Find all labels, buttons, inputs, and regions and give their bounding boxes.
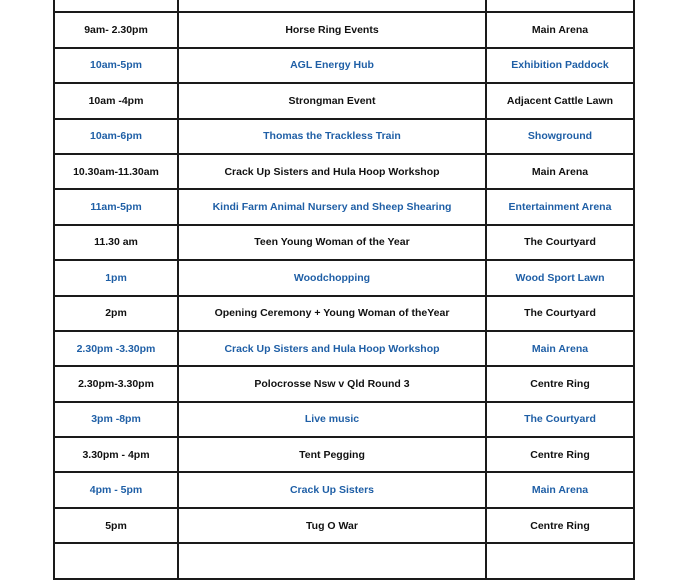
location-cell: Exhibition Paddock bbox=[486, 48, 634, 83]
location-cell: The Courtyard bbox=[486, 402, 634, 437]
location-cell: Adjacent Cattle Lawn bbox=[486, 83, 634, 118]
schedule-row bbox=[54, 83, 634, 118]
location-cell bbox=[486, 543, 634, 578]
schedule-row bbox=[54, 543, 634, 578]
location-cell: Centre Ring bbox=[486, 437, 634, 472]
schedule-row bbox=[54, 366, 634, 401]
location-cell: Showground bbox=[486, 119, 634, 154]
schedule-row bbox=[54, 189, 634, 224]
event-cell: Crack Up Sisters and Hula Hoop Workshop bbox=[178, 331, 486, 366]
event-cell: Crack Up Sisters bbox=[178, 472, 486, 507]
event-cell: Tug O War bbox=[178, 508, 486, 543]
location-cell: Main Arena bbox=[486, 12, 634, 47]
event-cell: Live music bbox=[178, 402, 486, 437]
event-cell: Strongman Event bbox=[178, 83, 486, 118]
location-cell: Wood Sport Lawn bbox=[486, 260, 634, 295]
time-cell: 2.30pm -3.30pm bbox=[54, 331, 178, 366]
time-cell: 1pm bbox=[54, 260, 178, 295]
time-cell: 5pm bbox=[54, 508, 178, 543]
schedule-row bbox=[54, 119, 634, 154]
event-schedule-table bbox=[53, 0, 635, 580]
location-cell: Main Arena bbox=[486, 154, 634, 189]
event-cell: Kindi Farm Animal Nursery and Sheep Shearing bbox=[178, 189, 486, 224]
schedule-row bbox=[54, 260, 634, 295]
event-cell bbox=[178, 543, 486, 578]
time-cell: 9am- 2.30pm bbox=[54, 12, 178, 47]
event-cell: Thomas the Trackless Train bbox=[178, 119, 486, 154]
time-cell: 2.30pm-3.30pm bbox=[54, 366, 178, 401]
event-cell: Horse Ring Events bbox=[178, 12, 486, 47]
location-cell bbox=[486, 0, 634, 12]
schedule-row bbox=[54, 0, 634, 12]
time-cell: 4pm - 5pm bbox=[54, 472, 178, 507]
event-cell: AGL Energy Hub bbox=[178, 48, 486, 83]
schedule-row bbox=[54, 48, 634, 83]
schedule-row bbox=[54, 402, 634, 437]
event-cell: Teen Young Woman of the Year bbox=[178, 225, 486, 260]
time-cell bbox=[54, 543, 178, 578]
event-cell: Polocrosse Nsw v Qld Round 3 bbox=[178, 366, 486, 401]
location-cell: Entertainment Arena bbox=[486, 189, 634, 224]
schedule-row bbox=[54, 508, 634, 543]
location-cell: Centre Ring bbox=[486, 508, 634, 543]
time-cell: 3pm -8pm bbox=[54, 402, 178, 437]
location-cell: The Courtyard bbox=[486, 225, 634, 260]
event-cell bbox=[178, 0, 486, 12]
location-cell: Main Arena bbox=[486, 472, 634, 507]
location-cell: Centre Ring bbox=[486, 366, 634, 401]
event-cell: Woodchopping bbox=[178, 260, 486, 295]
schedule-row bbox=[54, 12, 634, 47]
time-cell bbox=[54, 0, 178, 12]
time-cell: 11.30 am bbox=[54, 225, 178, 260]
schedule-row bbox=[54, 154, 634, 189]
schedule-body bbox=[54, 0, 634, 579]
time-cell: 11am-5pm bbox=[54, 189, 178, 224]
event-cell: Opening Ceremony + Young Woman of theYear bbox=[178, 296, 486, 331]
schedule-row bbox=[54, 472, 634, 507]
event-cell: Tent Pegging bbox=[178, 437, 486, 472]
location-cell: Main Arena bbox=[486, 331, 634, 366]
event-cell: Crack Up Sisters and Hula Hoop Workshop bbox=[178, 154, 486, 189]
time-cell: 10.30am-11.30am bbox=[54, 154, 178, 189]
schedule-row bbox=[54, 296, 634, 331]
schedule-row bbox=[54, 331, 634, 366]
time-cell: 10am-5pm bbox=[54, 48, 178, 83]
time-cell: 10am -4pm bbox=[54, 83, 178, 118]
time-cell: 2pm bbox=[54, 296, 178, 331]
time-cell: 10am-6pm bbox=[54, 119, 178, 154]
location-cell: The Courtyard bbox=[486, 296, 634, 331]
schedule-row bbox=[54, 225, 634, 260]
schedule-row bbox=[54, 437, 634, 472]
time-cell: 3.30pm - 4pm bbox=[54, 437, 178, 472]
